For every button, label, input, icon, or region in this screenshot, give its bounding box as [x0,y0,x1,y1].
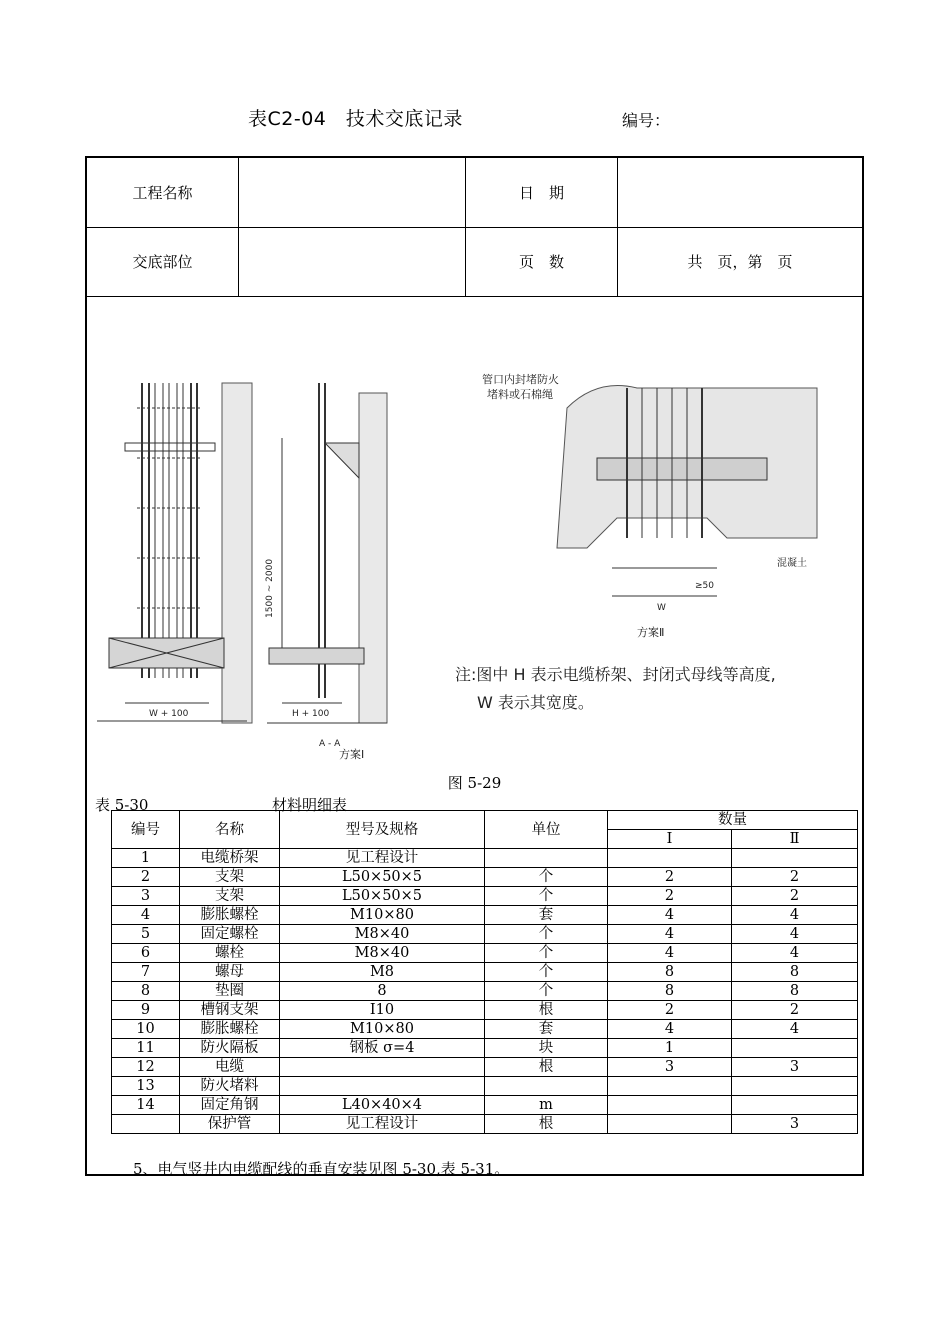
cell-no: 10 [112,1020,180,1039]
cell-no: 2 [112,868,180,887]
cell-name: 电缆桥架 [180,849,280,868]
cell-no: 13 [112,1077,180,1096]
cell-unit: 个 [485,925,608,944]
cell-q2: 4 [732,944,858,963]
table-row [112,1058,858,1077]
pages-label: 页 数 [466,227,618,296]
cell-q2 [732,849,858,868]
table-row [112,887,858,906]
cell-spec: L40×40×4 [280,1096,485,1115]
cell-q2: 4 [732,1020,858,1039]
cell-q2: 3 [732,1115,858,1134]
cell-q2: 4 [732,925,858,944]
figure-caption: 图 5-29 [447,774,502,792]
cell-q2: 8 [732,963,858,982]
table-row [112,1001,858,1020]
cell-q1: 2 [608,1001,732,1020]
cell-q2: 3 [732,1058,858,1077]
footer-note: 5、电气竖井内电缆配线的垂直安装见图 5-30,表 5-31。 [133,1160,510,1178]
pages-value: 共 页，第 页 [687,253,793,271]
cell-spec: L50×50×5 [280,887,485,906]
cell-spec: M8×40 [280,944,485,963]
cell-no: 1 [112,849,180,868]
date-label: 日 期 [466,158,618,227]
table-row [112,1020,858,1039]
table-row [112,1077,858,1096]
cell-unit: 个 [485,963,608,982]
cell-q1: 8 [608,982,732,1001]
cell-no: 4 [112,906,180,925]
cell-unit: 个 [485,982,608,1001]
dim-ge50: ≥50 [695,581,714,591]
table-row [112,868,858,887]
cell-no: 3 [112,887,180,906]
cell-q2: 2 [732,1001,858,1020]
cell-no: 9 [112,1001,180,1020]
cell-unit: 根 [485,1001,608,1020]
cell-unit: 个 [485,944,608,963]
cell-q1: 4 [608,944,732,963]
cell-spec: 8 [280,982,485,1001]
col-header-spec: 型号及规格 [280,811,485,849]
cell-q1: 8 [608,963,732,982]
cell-unit: m [485,1096,608,1115]
project-name-label: 工程名称 [87,158,239,227]
cell-spec: M8 [280,963,485,982]
project-name-field[interactable] [239,158,466,227]
figure-note-line-1: 注:图中 H 表示电缆桥架、封闭式母线等高度, [455,665,776,684]
cell-name: 固定角钢 [180,1096,280,1115]
cell-q1: 4 [608,1020,732,1039]
cell-no: 11 [112,1039,180,1058]
cell-q1: 4 [608,906,732,925]
table-title: 材料明细表 [272,796,348,814]
cell-no: 12 [112,1058,180,1077]
col-header-name: 名称 [180,811,280,849]
cell-q2: 4 [732,906,858,925]
cell-spec: 见工程设计 [280,849,485,868]
table-row [112,1039,858,1058]
cell-spec: 见工程设计 [280,1115,485,1134]
cell-spec: M8×40 [280,925,485,944]
cell-spec: Ⅰ10 [280,1001,485,1020]
cell-q1: 2 [608,868,732,887]
cell-q1: 2 [608,887,732,906]
document-title: 表C2-04 技术交底记录 [248,108,463,130]
document-number-label: 编号： [622,111,671,130]
cell-q1: 1 [608,1039,732,1058]
figure-note-line-2: W 表示其宽度。 [477,693,594,712]
col-header-unit: 单位 [485,811,608,849]
cell-no: 8 [112,982,180,1001]
cell-unit: 个 [485,887,608,906]
cell-q2 [732,1039,858,1058]
cell-q2: 2 [732,887,858,906]
table-row [112,925,858,944]
installation-drawing [97,348,847,768]
section-a-a [267,383,387,723]
cell-q1 [608,1077,732,1096]
fire-seal-note-2: 堵料或石棉绳 [487,388,553,401]
table-row [112,906,858,925]
cell-no: 6 [112,944,180,963]
cell-unit: 根 [485,1058,608,1077]
cell-name: 电缆 [180,1058,280,1077]
cell-spec: M10×80 [280,906,485,925]
table-row [112,1115,858,1134]
cell-name: 防火隔板 [180,1039,280,1058]
location-field[interactable] [239,227,466,296]
cell-name: 支架 [180,887,280,906]
fire-seal-note-1: 管口内封堵防火 [482,373,559,386]
cell-unit: 套 [485,906,608,925]
cell-spec: L50×50×5 [280,868,485,887]
cell-name: 螺母 [180,963,280,982]
dim-1500-2000: 1500 ~ 2000 [265,558,275,618]
dim-w100: W + 100 [149,709,189,719]
table-row [112,944,858,963]
table-row [112,963,858,982]
cell-name: 膨胀螺栓 [180,906,280,925]
col-header-no: 编号 [112,811,180,849]
dim-w: W [657,603,666,613]
cell-unit: 个 [485,868,608,887]
info-row-project [87,158,862,228]
cell-unit [485,849,608,868]
date-field[interactable] [618,158,862,227]
cell-spec [280,1058,485,1077]
cell-unit: 套 [485,1020,608,1039]
table-row [112,849,858,868]
cell-unit: 根 [485,1115,608,1134]
cell-name: 支架 [180,868,280,887]
cell-q2: 2 [732,868,858,887]
col-header-qty: 数量 [608,811,858,830]
table-row [112,1096,858,1115]
col-header-qty-2: Ⅱ [732,830,858,849]
cell-no: 5 [112,925,180,944]
info-row-location [87,227,862,297]
cell-name: 螺栓 [180,944,280,963]
concrete-label: 混凝土 [777,558,807,569]
cell-no: 7 [112,963,180,982]
plan-2-label: 方案Ⅱ [637,626,665,639]
cell-no: 14 [112,1096,180,1115]
plan-1-label: 方案Ⅰ [339,748,365,761]
cell-q2 [732,1096,858,1115]
cell-name: 垫圈 [180,982,280,1001]
cell-q1 [608,1096,732,1115]
col-header-qty-1: Ⅰ [608,830,732,849]
cell-spec: M10×80 [280,1020,485,1039]
dim-h100: H + 100 [292,709,330,719]
cell-name: 膨胀螺栓 [180,1020,280,1039]
cell-q1: 4 [608,925,732,944]
cell-unit [485,1077,608,1096]
cell-spec: 钢板 σ=4 [280,1039,485,1058]
table-row [112,982,858,1001]
cell-q1 [608,1115,732,1134]
cell-q2 [732,1077,858,1096]
record-form [85,156,864,1176]
cell-q2: 8 [732,982,858,1001]
cell-q1 [608,849,732,868]
cell-spec [280,1077,485,1096]
cell-q1: 3 [608,1058,732,1077]
table-number: 表 5-30 [95,796,149,814]
cell-name: 槽钢支架 [180,1001,280,1020]
section-a-a-label: A - A [319,739,341,749]
materials-table [111,810,858,1134]
cell-no [112,1115,180,1134]
cell-name: 保护管 [180,1115,280,1134]
cell-name: 防火堵料 [180,1077,280,1096]
cell-unit: 块 [485,1039,608,1058]
plan-1-elevation [97,383,252,723]
location-label: 交底部位 [87,227,239,296]
cell-name: 固定螺栓 [180,925,280,944]
